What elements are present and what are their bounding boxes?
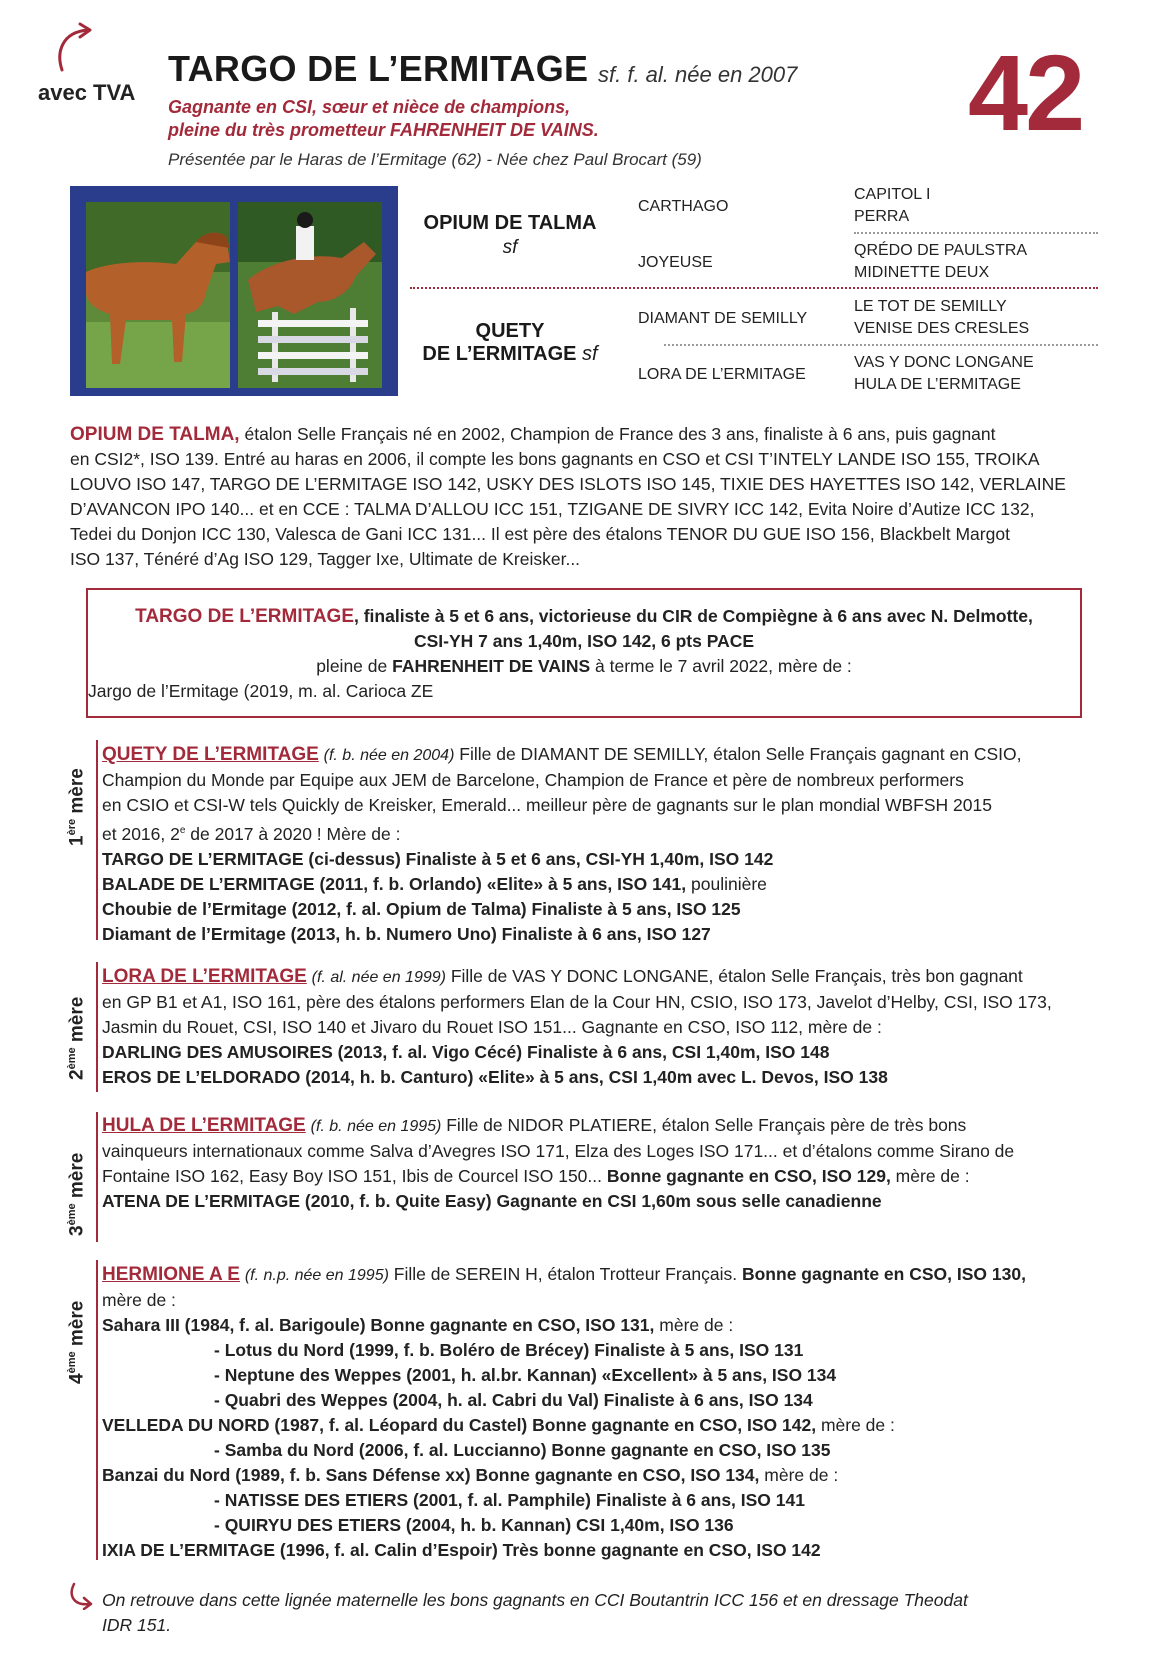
tagline-line-1: Gagnante en CSI, sœur et nièce de champions,	[168, 97, 571, 117]
progeny-entry: Banzai du Nord (1989, f. b. Sans Défense xx) Bonne gagnante en CSO, ISO 134, mère de :	[102, 1465, 839, 1485]
highlight-name: TARGO DE L’ERMITAGE	[135, 606, 354, 627]
presented-by: Présentée par le Haras de l’Ermitage (62) - Née chez Paul Brocart (59)	[168, 150, 702, 169]
dam-name-line-2: DE L’ERMITAGE	[422, 343, 577, 365]
highlight-line-3-pre: pleine de	[316, 656, 393, 676]
progeny-entry: TARGO DE L’ERMITAGE (ci-dessus) Finaliste à 5 et 6 ans, CSI-YH 1,40m, ISO 142	[102, 848, 774, 869]
paragraph-line: Fille de DIAMANT DE SEMILLY, étalon Selle Français gagnant en CSIO,	[454, 744, 1022, 764]
highlight-line-1: , finaliste à 5 et 6 ans, victorieuse du CIR de Compiègne à 6 ans avec N. Delmotte,	[354, 606, 1033, 626]
paragraph-line: Fille de VAS Y DONC LONGANE, étalon Selle Français, très bon gagnant	[445, 966, 1023, 986]
generation-4-label: 4ème mère	[66, 1300, 88, 1384]
paragraph-line: D’AVANCON IPO 140... et en CCE : TALMA D’ALLOU ICC 151, TZIGANE DE SIVRY ICC 142, Evita Noire d’Autize ICC 132,	[70, 499, 1035, 519]
progeny-entry: Choubie de l’Ermitage (2012, f. al. Opium de Talma) Finaliste à 5 ans, ISO 125	[102, 898, 741, 919]
gen2-dam-meta: (f. al. née en 1999)	[311, 969, 446, 986]
pedigree-ancestor: VAS Y DONC LONGANE	[854, 354, 1034, 371]
generation-2-section	[102, 964, 1098, 1090]
generation-1-label: 1ère mère	[66, 768, 88, 846]
paragraph-line: en CSIO et CSI-W tels Quickly de Kreisker, Emerald... meilleur père de gagnants sur le plan mondial WBFSH 2015	[102, 795, 992, 815]
progeny-sub-entry: - Neptune des Weppes (2001, h. al.br. Kannan) «Excellent» à 5 ans, ISO 134	[214, 1365, 837, 1385]
paragraph-line: étalon Selle Français né en 2002, Champion de France des 3 ans, finaliste à 6 ans, puis gagnant	[244, 424, 996, 444]
paragraph-line: Tedei du Donjon ICC 130, Valesca de Gani ICC 131... Il est père des étalons TENOR DU GUE ISO 156, Blackbelt Margot	[70, 524, 1010, 544]
highlight-line-4: Jargo de l’Ermitage (2019, m. al. Carioca ZE	[88, 681, 434, 701]
pedigree-grandsire-2: DIAMANT DE SEMILLY	[638, 310, 808, 327]
sire-paragraph-name: OPIUM DE TALMA,	[70, 424, 240, 445]
paragraph-line: mère de :	[102, 1290, 176, 1310]
pedigree-ancestor: LE TOT DE SEMILLY	[854, 298, 1007, 315]
gen4-dam-name: HERMIONE A E	[102, 1264, 240, 1285]
generation-3-label: 3ème mère	[66, 1152, 88, 1236]
horse-standing-photo	[86, 202, 230, 388]
pedigree-ancestor: QRÉDO DE PAULSTRA	[854, 242, 1028, 259]
highlight-line-3-post: à terme le 7 avril 2022, mère de :	[590, 656, 852, 676]
generation-bar	[96, 1260, 98, 1560]
paragraph-line: et 2016, 2e de 2017 à 2020 ! Mère de :	[102, 823, 401, 844]
pedigree-ancestor: MIDINETTE DEUX	[854, 264, 990, 281]
pedigree-granddam-2: LORA DE L’ERMITAGE	[638, 366, 806, 383]
pedigree-ancestor: CAPITOL I	[854, 186, 931, 203]
paragraph-line: LOUVO ISO 147, TARGO DE L’ERMITAGE ISO 142, USKY DES ISLOTS ISO 145, TIXIE DES HAYETTES ISO 142, VERLAINE	[70, 474, 1066, 494]
progeny-entry: Diamant de l’Ermitage (2013, h. b. Numero Uno) Finaliste à 6 ans, ISO 127	[102, 923, 711, 944]
gen4-dam-meta: (f. n.p. née en 1995)	[244, 1267, 389, 1284]
highlight-box	[86, 588, 1082, 718]
generation-bar	[96, 962, 98, 1092]
progeny-sub-entry: - Quabri des Weppes (2004, h. al. Cabri du Val) Finaliste à 6 ans, ISO 134	[214, 1390, 813, 1410]
gen1-dam-name: QUETY DE L’ERMITAGE	[102, 744, 319, 765]
paragraph-line: Fille de NIDOR PLATIERE, étalon Selle Français père de très bons	[441, 1115, 967, 1135]
tva-label: avec TVA	[38, 80, 136, 105]
progeny-sub-entry: - QUIRYU DES ETIERS (2004, h. b. Kannan) CSI 1,40m, ISO 136	[214, 1515, 734, 1535]
footer-line: On retrouve dans cette lignée maternelle les bons gagnants en CCI Boutantrin ICC 156 et en dressage Theodat	[102, 1590, 968, 1610]
generation-bar	[96, 740, 98, 940]
paragraph-line: Jasmin du Rouet, CSI, ISO 140 et Jivaro du Rouet ISO 151... Gagnante en CSO, ISO 112, mère de :	[102, 1017, 882, 1037]
gen2-dam-name: LORA DE L’ERMITAGE	[102, 966, 307, 987]
progeny-entry: Sahara III (1984, f. al. Barigoule) Bonne gagnante en CSO, ISO 131, mère de :	[102, 1315, 734, 1335]
gen1-dam-meta: (f. b. née en 2004)	[323, 747, 455, 764]
pedigree-divider	[854, 232, 1098, 234]
photo-frame	[70, 186, 398, 396]
dam-name-line-1: QUETY	[475, 320, 545, 342]
progeny-entry: DARLING DES AMUSOIRES (2013, f. al. Vigo Cécé) Finaliste à 6 ans, CSI 1,40m, ISO 148	[102, 1042, 830, 1062]
pedigree-ancestor: HULA DE L’ERMITAGE	[854, 376, 1021, 393]
progeny-sub-entry: - Lotus du Nord (1999, f. b. Boléro de Brécey) Finaliste à 5 ans, ISO 131	[214, 1340, 804, 1360]
progeny-entry: VELLEDA DU NORD (1987, f. al. Léopard du Castel) Bonne gagnante en CSO, ISO 142, mère de :	[102, 1415, 895, 1435]
generation-1-section	[102, 742, 1098, 947]
generation-4-section	[102, 1262, 1098, 1563]
progeny-entry: IXIA DE L’ERMITAGE (1996, f. al. Calin d’Espoir) Très bonne gagnante en CSO, ISO 142	[102, 1540, 821, 1560]
pedigree-ancestor: VENISE DES CRESLES	[854, 320, 1030, 337]
generation-2-label: 2ème mère	[66, 996, 88, 1080]
highlight-line-3-bold: FAHRENHEIT DE VAINS	[392, 656, 591, 676]
progeny-entry: EROS DE L’ELDORADO (2014, h. b. Canturo) «Elite» à 5 ans, CSI 1,40m avec L. Devos, ISO 138	[102, 1067, 888, 1087]
gen3-dam-meta: (f. b. née en 1995)	[310, 1118, 442, 1135]
curved-arrow-icon	[54, 22, 94, 74]
progeny-entry: ATENA DE L’ERMITAGE (2010, f. b. Quite Easy) Gagnante en CSI 1,60m sous selle canadienne	[102, 1191, 882, 1211]
paragraph-line: Fille de SEREIN H, étalon Trotteur Français.	[388, 1264, 742, 1284]
horse-name-title: TARGO DE L’ERMITAGE	[168, 48, 589, 89]
pedigree-dam	[412, 320, 608, 366]
paragraph-line: en CSI2*, ISO 139. Entré au haras en 2006, il compte les bons gagnants en CSO et CSI T’INTELY LANDE ISO 155, TROIKA	[70, 449, 1040, 469]
pedigree-sire	[412, 212, 608, 259]
paragraph-line: Champion du Monde par Equipe aux JEM de Barcelone, Champion de France et père de nombreux performers	[102, 770, 964, 790]
generation-3-section	[102, 1113, 1098, 1214]
progeny-sub-entry: - NATISSE DES ETIERS (2001, f. al. Pamphile) Finaliste à 6 ans, ISO 141	[214, 1490, 805, 1510]
pedigree-ancestor: PERRA	[854, 208, 910, 225]
paragraph-line: ISO 137, Ténéré d’Ag ISO 129, Tagger Ixe, Ultimate de Kreisker...	[70, 549, 581, 569]
sire-name: OPIUM DE TALMA	[423, 212, 597, 234]
tagline	[168, 96, 599, 142]
curved-arrow-icon	[68, 1582, 94, 1610]
paragraph-line: vainqueurs internationaux comme Salva d’Avegres ISO 171, Elza des Loges ISO 171... et d’étalons comme Sirano de	[102, 1141, 1015, 1161]
paragraph-line: en GP B1 et A1, ISO 161, père des étalons performers Elan de la Cour HN, CSIO, ISO 173, Javelot d’Helby, CSI, ISO 173,	[102, 992, 1052, 1012]
generation-bar	[96, 1112, 98, 1242]
gen4-progeny-list	[102, 1313, 1098, 1563]
horse-meta: sf. f. al. née en 2007	[598, 62, 798, 87]
paragraph-line: Fontaine ISO 162, Easy Boy ISO 151, Ibis de Courcel ISO 150... Bonne gagnante en CSO, ISO 129, mère de :	[102, 1166, 970, 1186]
pedigree-grandsire-1: CARTHAGO	[638, 198, 729, 215]
lot-number: 42	[968, 32, 1083, 153]
pedigree-granddam-1: JOYEUSE	[638, 254, 713, 271]
paragraph-line-bold: Bonne gagnante en CSO, ISO 130,	[741, 1264, 1026, 1284]
footer-note	[102, 1588, 1098, 1638]
progeny-sub-entry: - Samba du Nord (2006, f. al. Luccianno) Bonne gagnante en CSO, ISO 135	[214, 1440, 831, 1460]
sire-breed: sf	[502, 237, 518, 258]
pedigree-divider-main	[410, 287, 1098, 289]
progeny-entry: BALADE DE L’ERMITAGE (2011, f. b. Orlando) «Elite» à 5 ans, ISO 141, poulinière	[102, 873, 767, 894]
highlight-line-2: CSI-YH 7 ans 1,40m, ISO 142, 6 pts PACE	[413, 631, 755, 651]
dam-breed: sf	[582, 343, 598, 365]
footer-line: IDR 151.	[102, 1615, 172, 1635]
sire-paragraph	[70, 422, 1098, 572]
horse-jumping-photo	[238, 202, 382, 388]
gen3-dam-name: HULA DE L’ERMITAGE	[102, 1115, 306, 1136]
tagline-line-2: pleine du très prometteur FAHRENHEIT DE VAINS.	[168, 120, 599, 140]
pedigree-divider	[664, 344, 1098, 346]
